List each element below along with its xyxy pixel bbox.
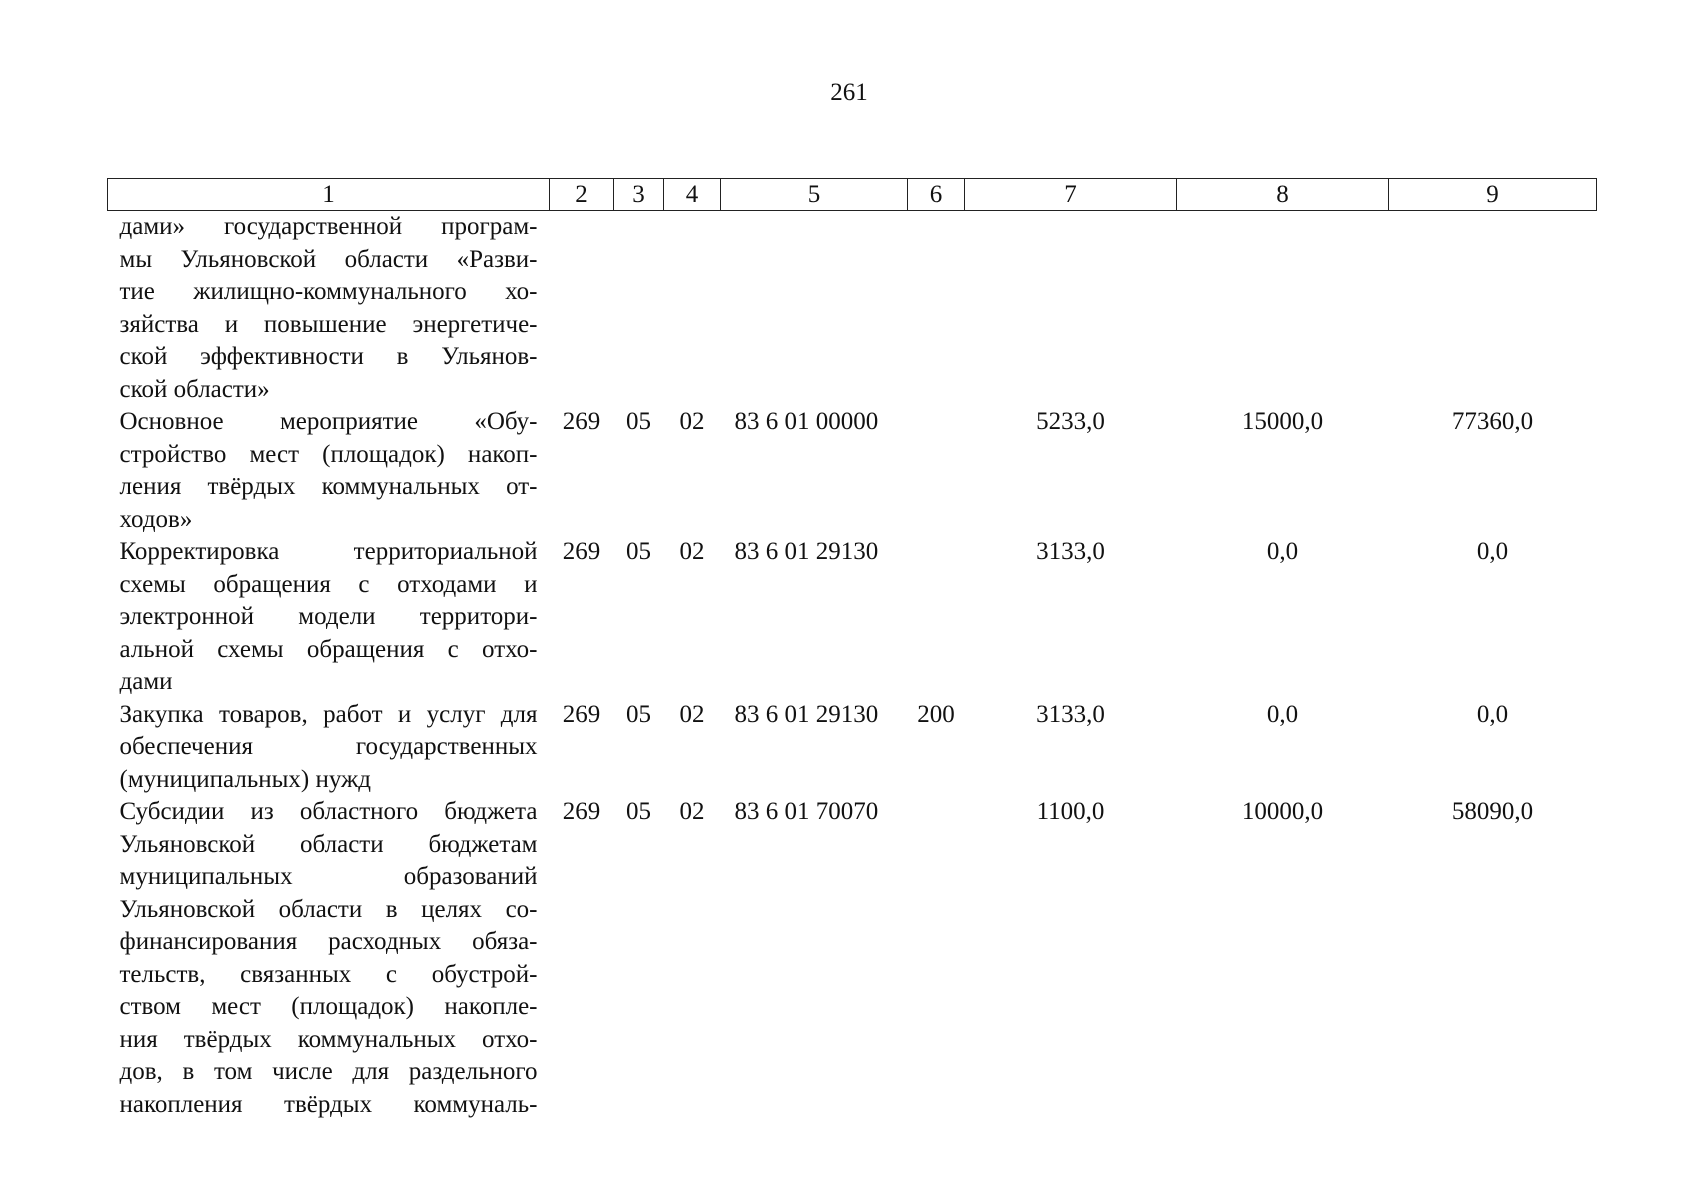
cell-amount-8: 0,0 <box>1266 538 1299 565</box>
cell-expense-type: 200 <box>917 700 955 728</box>
description-line: стройство мест (площадок) накоп- <box>119 440 538 468</box>
cell-amount-8: 10000,0 <box>1241 798 1324 825</box>
cell-section: 05 <box>626 538 651 565</box>
cell-target-article: 83 6 01 70070 <box>734 798 879 825</box>
description-line: альной схемы обращения с отхо- <box>119 635 538 663</box>
row-description <box>108 796 550 1121</box>
description-line: тельств, связанных с обустрой- <box>119 960 538 988</box>
table-row <box>108 406 1597 536</box>
description-line: ской эффективности в Ульянов- <box>119 343 538 370</box>
col-header-8: 8 <box>1177 179 1389 211</box>
description-line: зяйства и повышение энергетиче- <box>119 310 538 338</box>
description-line: тие жилищно-коммунального хо- <box>119 278 538 305</box>
description-line: Основное мероприятие «Обу- <box>119 408 538 435</box>
cell-subsection <box>664 211 721 407</box>
cell-amount-7: 3133,0 <box>1036 700 1105 728</box>
cell-section <box>614 211 664 407</box>
header-row <box>108 179 1597 211</box>
description-line: ходов» <box>119 505 193 533</box>
row-description <box>108 406 550 536</box>
col-header-2: 2 <box>550 179 614 211</box>
cell-subsection: 02 <box>679 408 705 435</box>
row-description <box>108 699 550 797</box>
cell-expense-type <box>908 536 965 699</box>
cell-expense-type <box>908 796 965 1121</box>
description-line: ния твёрдых коммунальных отхо- <box>119 1025 538 1053</box>
col-header-6: 6 <box>908 179 965 211</box>
cell-amount-8: 15000,0 <box>1241 408 1324 435</box>
col-header-4: 4 <box>664 179 721 211</box>
row-description <box>108 211 550 407</box>
description-line: дами <box>119 668 173 695</box>
cell-expense-type <box>908 406 965 536</box>
cell-section: 05 <box>626 700 651 728</box>
cell-admin-code <box>550 211 614 407</box>
description-line: накопления твёрдых коммуналь- <box>119 1090 538 1118</box>
description-line: финансирования расходных обяза- <box>119 928 538 955</box>
cell-target-article: 83 6 01 00000 <box>734 408 879 435</box>
description-line: муниципальных образований <box>119 863 538 890</box>
page-number: 261 <box>830 79 868 106</box>
cell-section: 05 <box>626 798 651 825</box>
cell-amount-9 <box>1389 211 1597 407</box>
cell-target-article: 83 6 01 29130 <box>734 700 879 728</box>
table-row <box>108 699 1597 797</box>
cell-admin-code: 269 <box>562 538 601 565</box>
budget-table <box>107 178 1597 1121</box>
table-row <box>108 536 1597 699</box>
cell-target-article: 83 6 01 29130 <box>734 538 879 565</box>
col-header-7: 7 <box>965 179 1177 211</box>
cell-amount-8: 0,0 <box>1266 700 1299 728</box>
description-line: Субсидии из областного бюджета <box>119 798 538 825</box>
description-line: электронной модели территори- <box>119 603 538 630</box>
cell-subsection: 02 <box>679 700 705 728</box>
description-line: Корректировка территориальной <box>119 538 538 565</box>
cell-amount-7: 5233,0 <box>1036 408 1105 435</box>
cell-admin-code: 269 <box>562 408 601 435</box>
cell-expense-type <box>908 211 965 407</box>
description-line: схемы обращения с отходами и <box>119 570 538 598</box>
description-line: обеспечения государственных <box>119 733 538 760</box>
description-line: мы Ульяновской области «Разви- <box>119 245 538 273</box>
cell-amount-7: 1100,0 <box>1036 798 1105 825</box>
description-line: Закупка товаров, работ и услуг для <box>119 700 538 728</box>
cell-amount-7: 3133,0 <box>1036 538 1105 565</box>
cell-amount-9: 0,0 <box>1476 700 1509 728</box>
cell-admin-code: 269 <box>562 700 601 728</box>
description-line: ством мест (площадок) накопле- <box>119 993 538 1020</box>
description-line: (муниципальных) нужд <box>119 765 372 793</box>
table-row <box>108 796 1597 1121</box>
cell-target-article <box>721 211 908 407</box>
col-header-1: 1 <box>108 179 550 211</box>
cell-amount-9: 77360,0 <box>1451 408 1534 435</box>
cell-amount-7 <box>965 211 1177 407</box>
col-header-3: 3 <box>614 179 664 211</box>
row-description <box>108 536 550 699</box>
col-header-5: 5 <box>721 179 908 211</box>
description-line: дами» государственной програм- <box>119 213 538 240</box>
cell-section: 05 <box>626 408 651 435</box>
cell-subsection: 02 <box>679 538 705 565</box>
cell-amount-8 <box>1177 211 1389 407</box>
cell-subsection: 02 <box>679 798 705 825</box>
description-line: ления твёрдых коммунальных от- <box>119 473 538 500</box>
col-header-9: 9 <box>1389 179 1597 211</box>
cell-amount-9: 58090,0 <box>1451 798 1534 825</box>
description-line: ской области» <box>119 375 270 403</box>
cell-admin-code: 269 <box>562 798 601 825</box>
cell-amount-9: 0,0 <box>1476 538 1509 565</box>
description-line: дов, в том числе для раздельного <box>119 1058 538 1085</box>
description-line: Ульяновской области в целях со- <box>119 895 538 923</box>
description-line: Ульяновской области бюджетам <box>119 830 538 858</box>
table-row <box>108 211 1597 407</box>
